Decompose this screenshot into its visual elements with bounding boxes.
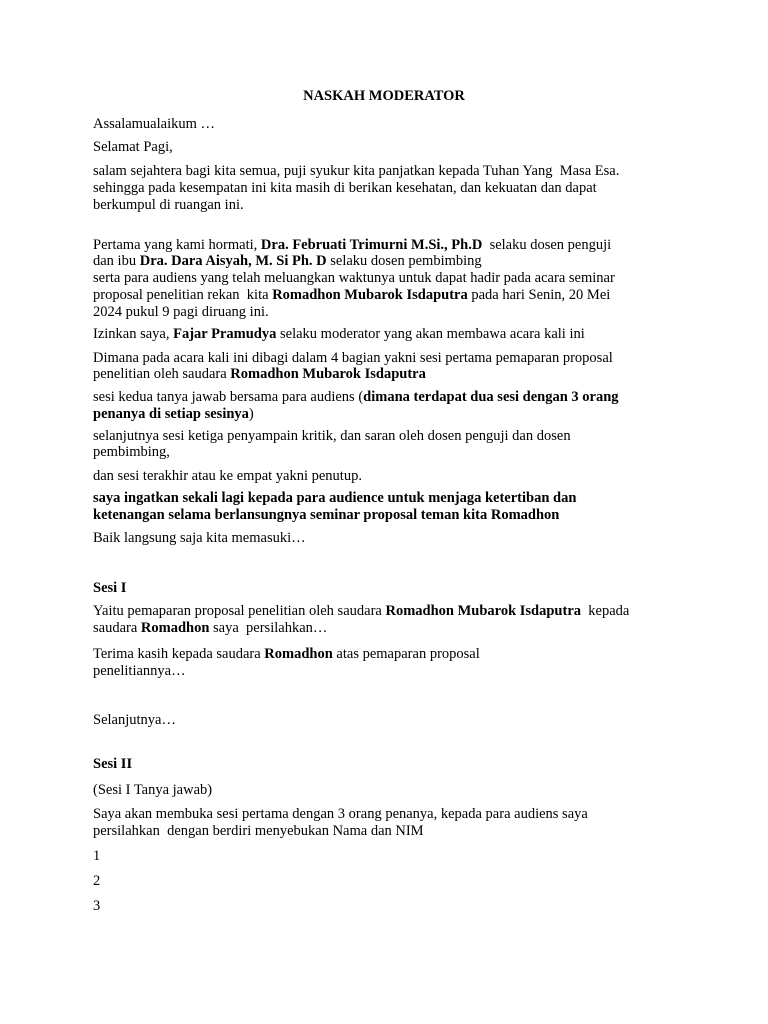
paragraph-transition: Baik langsung saja kita memasuki… [93,530,306,546]
list-item: 3 [93,898,101,914]
section-subtitle: (Sesi I Tanya jawab) [93,782,213,798]
paragraph-moderator: Izinkan saya, Fajar Pramudya selaku moderator yang akan membawa acara kali ini [93,326,585,342]
paragraph-line: berkumpul di ruangan ini. [93,197,244,213]
page-title: NASKAH MODERATOR [303,88,465,104]
paragraph-line: Saya akan membuka sesi pertama dengan 3 orang penanya, kepada para audiens saya [93,806,588,822]
paragraph-selanjutnya: Selanjutnya… [93,712,176,728]
paragraph-line: Dimana pada acara kali ini dibagi dalam 4 bagian yakni sesi pertama pemaparan proposal [93,350,613,366]
presenter-name: Romadhon Mubarok Isdaputra [272,287,468,303]
paragraph-line: 2024 pukul 9 pagi diruang ini. [93,304,269,320]
paragraph-line: penanya di setiap sesinya) [93,406,254,422]
paragraph-line: penelitiannya… [93,663,186,679]
supervisor-name: Dra. Dara Aisyah, M. Si Ph. D [139,253,327,269]
paragraph-line: sesi kedua tanya jawab bersama para audiens (dimana terdapat dua sesi dengan 3 orang [93,389,619,405]
paragraph-line: proposal penelitian rekan kita Romadhon Mubarok Isdaputra pada hari Senin, 20 Mei [93,287,611,303]
paragraph-line: dan ibu Dra. Dara Aisyah, M. Si Ph. D selaku dosen pembimbing [93,253,482,269]
section-heading-sesi-2: Sesi II [93,756,133,772]
greeting-assalamualaikum: Assalamualaikum … [93,116,216,132]
greeting-selamat-pagi: Selamat Pagi, [93,139,173,155]
examiner-name: Dra. Februati Trimurni M.Si., Ph.D [260,237,483,253]
list-item: 2 [93,873,101,889]
paragraph-line: Terima kasih kepada saudara Romadhon atas pemaparan proposal [93,646,480,662]
paragraph-line: saya ingatkan sekali lagi kepada para audience untuk menjaga ketertiban dan [93,490,577,506]
paragraph-line: Yaitu pemaparan proposal penelitian oleh saudara Romadhon Mubarok Isdaputra kepada [93,603,630,619]
paragraph-line: ketenangan selama berlansungnya seminar proposal teman kita Romadhon [93,507,560,523]
paragraph-session-four: dan sesi terakhir atau ke empat yakni penutup. [93,468,362,484]
paragraph-line: persilahkan dengan berdiri menyebukan Nama dan NIM [93,823,424,839]
moderator-name: Fajar Pramudya [173,326,277,342]
paragraph-line: serta para audiens yang telah meluangkan waktunya untuk dapat hadir pada acara seminar [93,270,615,286]
paragraph-line: pembimbing, [93,444,170,460]
section-heading-sesi-1: Sesi I [93,580,127,596]
paragraph-line: Pertama yang kami hormati, Dra. Februati Trimurni M.Si., Ph.D selaku dosen penguji [93,237,612,253]
paragraph-line: salam sejahtera bagi kita semua, puji syukur kita panjatkan kepada Tuhan Yang Masa Esa. [93,163,620,179]
paragraph-line: penelitian oleh saudara Romadhon Mubarok Isdaputra [93,366,426,382]
paragraph-line: selanjutnya sesi ketiga penyampain kritik, dan saran oleh dosen penguji dan dosen [93,428,571,444]
paragraph-line: sehingga pada kesempatan ini kita masih di berikan kesehatan, dan kekuatan dan dapat [93,180,597,196]
list-item: 1 [93,848,101,864]
paragraph-line: saudara Romadhon saya persilahkan… [93,620,328,636]
